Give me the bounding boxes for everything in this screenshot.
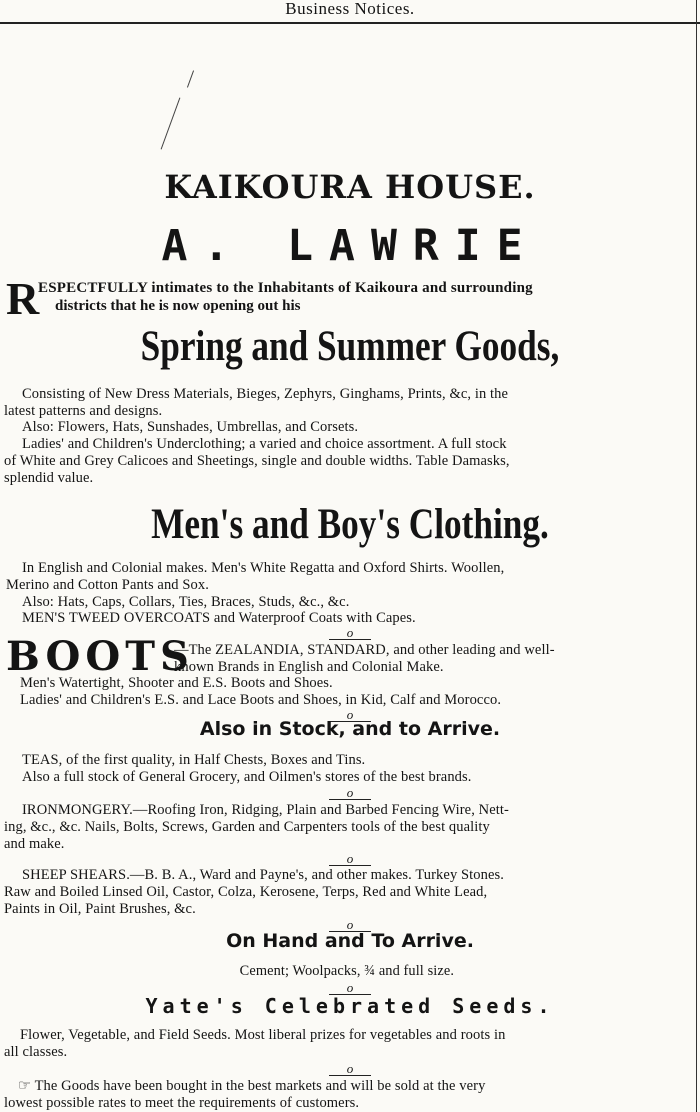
body-line: —The ZEALANDIA, STANDARD, and other leading and well- xyxy=(174,642,555,658)
proprietor-name: A. LAWRIE xyxy=(161,221,539,271)
separator: o xyxy=(0,982,700,995)
header-bar xyxy=(0,0,700,24)
body-line: lowest possible rates to meet the requirements of customers. xyxy=(4,1095,360,1111)
body-line: Paints in Oil, Paint Brushes, &c. xyxy=(4,901,196,917)
body-line: latest patterns and designs. xyxy=(4,403,163,419)
heading-seeds: Yate's Celebrated Seeds. xyxy=(145,994,555,1018)
separator: o xyxy=(0,919,700,932)
heading-spring-goods: Spring and Summer Goods, xyxy=(140,323,560,370)
separator: o xyxy=(0,853,700,866)
heading-stock: Also in Stock, and to Arrive. xyxy=(199,718,501,740)
body-line: Merino and Cotton Pants and Sox. xyxy=(6,577,209,593)
heading-on-hand: On Hand and To Arrive. xyxy=(226,930,474,952)
body-line: Cement; Woolpacks, ¾ and full size. xyxy=(239,963,455,979)
separator: o xyxy=(0,1063,700,1076)
body-line: IRONMONGERY.—Roofing Iron, Ridging, Plain and Barbed Fencing Wire, Nett- xyxy=(22,802,509,818)
body-line: of White and Grey Calicoes and Sheetings, single and double widths. Table Damasks, xyxy=(4,453,510,469)
body-line: In English and Colonial makes. Men's White Regatta and Oxford Shirts. Woollen, xyxy=(22,560,505,576)
boots-heading: BOOTS xyxy=(6,633,194,680)
body-line: ing, &c., &c. Nails, Bolts, Screws, Garden and Carpenters tools of the best quality xyxy=(4,819,490,835)
body-line: and make. xyxy=(4,836,65,852)
body-line: known Brands in English and Colonial Make. xyxy=(174,659,444,675)
separator: o xyxy=(0,709,700,722)
body-line: splendid value. xyxy=(4,470,94,486)
closing-line xyxy=(18,1078,485,1094)
body-line: Consisting of New Dress Materials, Bieges, Zephyrs, Ginghams, Prints, &c, in the xyxy=(22,386,509,402)
body-line: Also: Flowers, Hats, Sunshades, Umbrellas, and Corsets. xyxy=(22,419,359,435)
body-line: SHEEP SHEARS.—B. B. A., Ward and Payne's, and other makes. Turkey Stones. xyxy=(22,867,505,883)
pointing-hand-icon: ☞ xyxy=(18,1078,32,1094)
body-line: Ladies' and Children's Underclothing; a varied and choice assortment. A full stock xyxy=(22,436,507,452)
heading-clothing: Men's and Boy's Clothing. xyxy=(151,501,549,548)
intro-dropcap: R xyxy=(6,273,40,324)
intro-line: districts that he is now opening out his xyxy=(55,298,301,314)
ink-mark xyxy=(161,97,181,149)
intro-line: ESPECTFULLY intimates to the Inhabitants of Kaikoura and surrounding xyxy=(38,280,533,296)
separator: o xyxy=(0,787,700,800)
body-line: Ladies' and Children's E.S. and Lace Boots and Shoes, in Kid, Calf and Morocco. xyxy=(20,692,502,708)
body-line: Flower, Vegetable, and Field Seeds. Most liberal prizes for vegetables and roots in xyxy=(20,1027,506,1043)
separator: o xyxy=(0,627,700,640)
section-title: Business Notices. xyxy=(285,0,415,18)
body-line: Also: Hats, Caps, Collars, Ties, Braces, Studs, &c., &c. xyxy=(22,594,350,610)
body-line: Raw and Boiled Linsed Oil, Castor, Colza, Kerosene, Terps, Red and White Lead, xyxy=(4,884,488,900)
closing-text: The Goods have been bought in the best markets and will be sold at the very xyxy=(34,1078,486,1094)
body-line: Men's Watertight, Shooter and E.S. Boots and Shoes. xyxy=(20,675,333,691)
body-line: all classes. xyxy=(4,1044,68,1060)
shop-name: KAIKOURA HOUSE. xyxy=(164,168,536,206)
ink-mark xyxy=(187,70,194,87)
body-line: Also a full stock of General Grocery, and Oilmen's stores of the best brands. xyxy=(22,769,472,785)
body-line: TEAS, of the first quality, in Half Chests, Boxes and Tins. xyxy=(22,752,366,768)
body-line: MEN'S TWEED OVERCOATS and Waterproof Coats with Capes. xyxy=(22,610,416,626)
